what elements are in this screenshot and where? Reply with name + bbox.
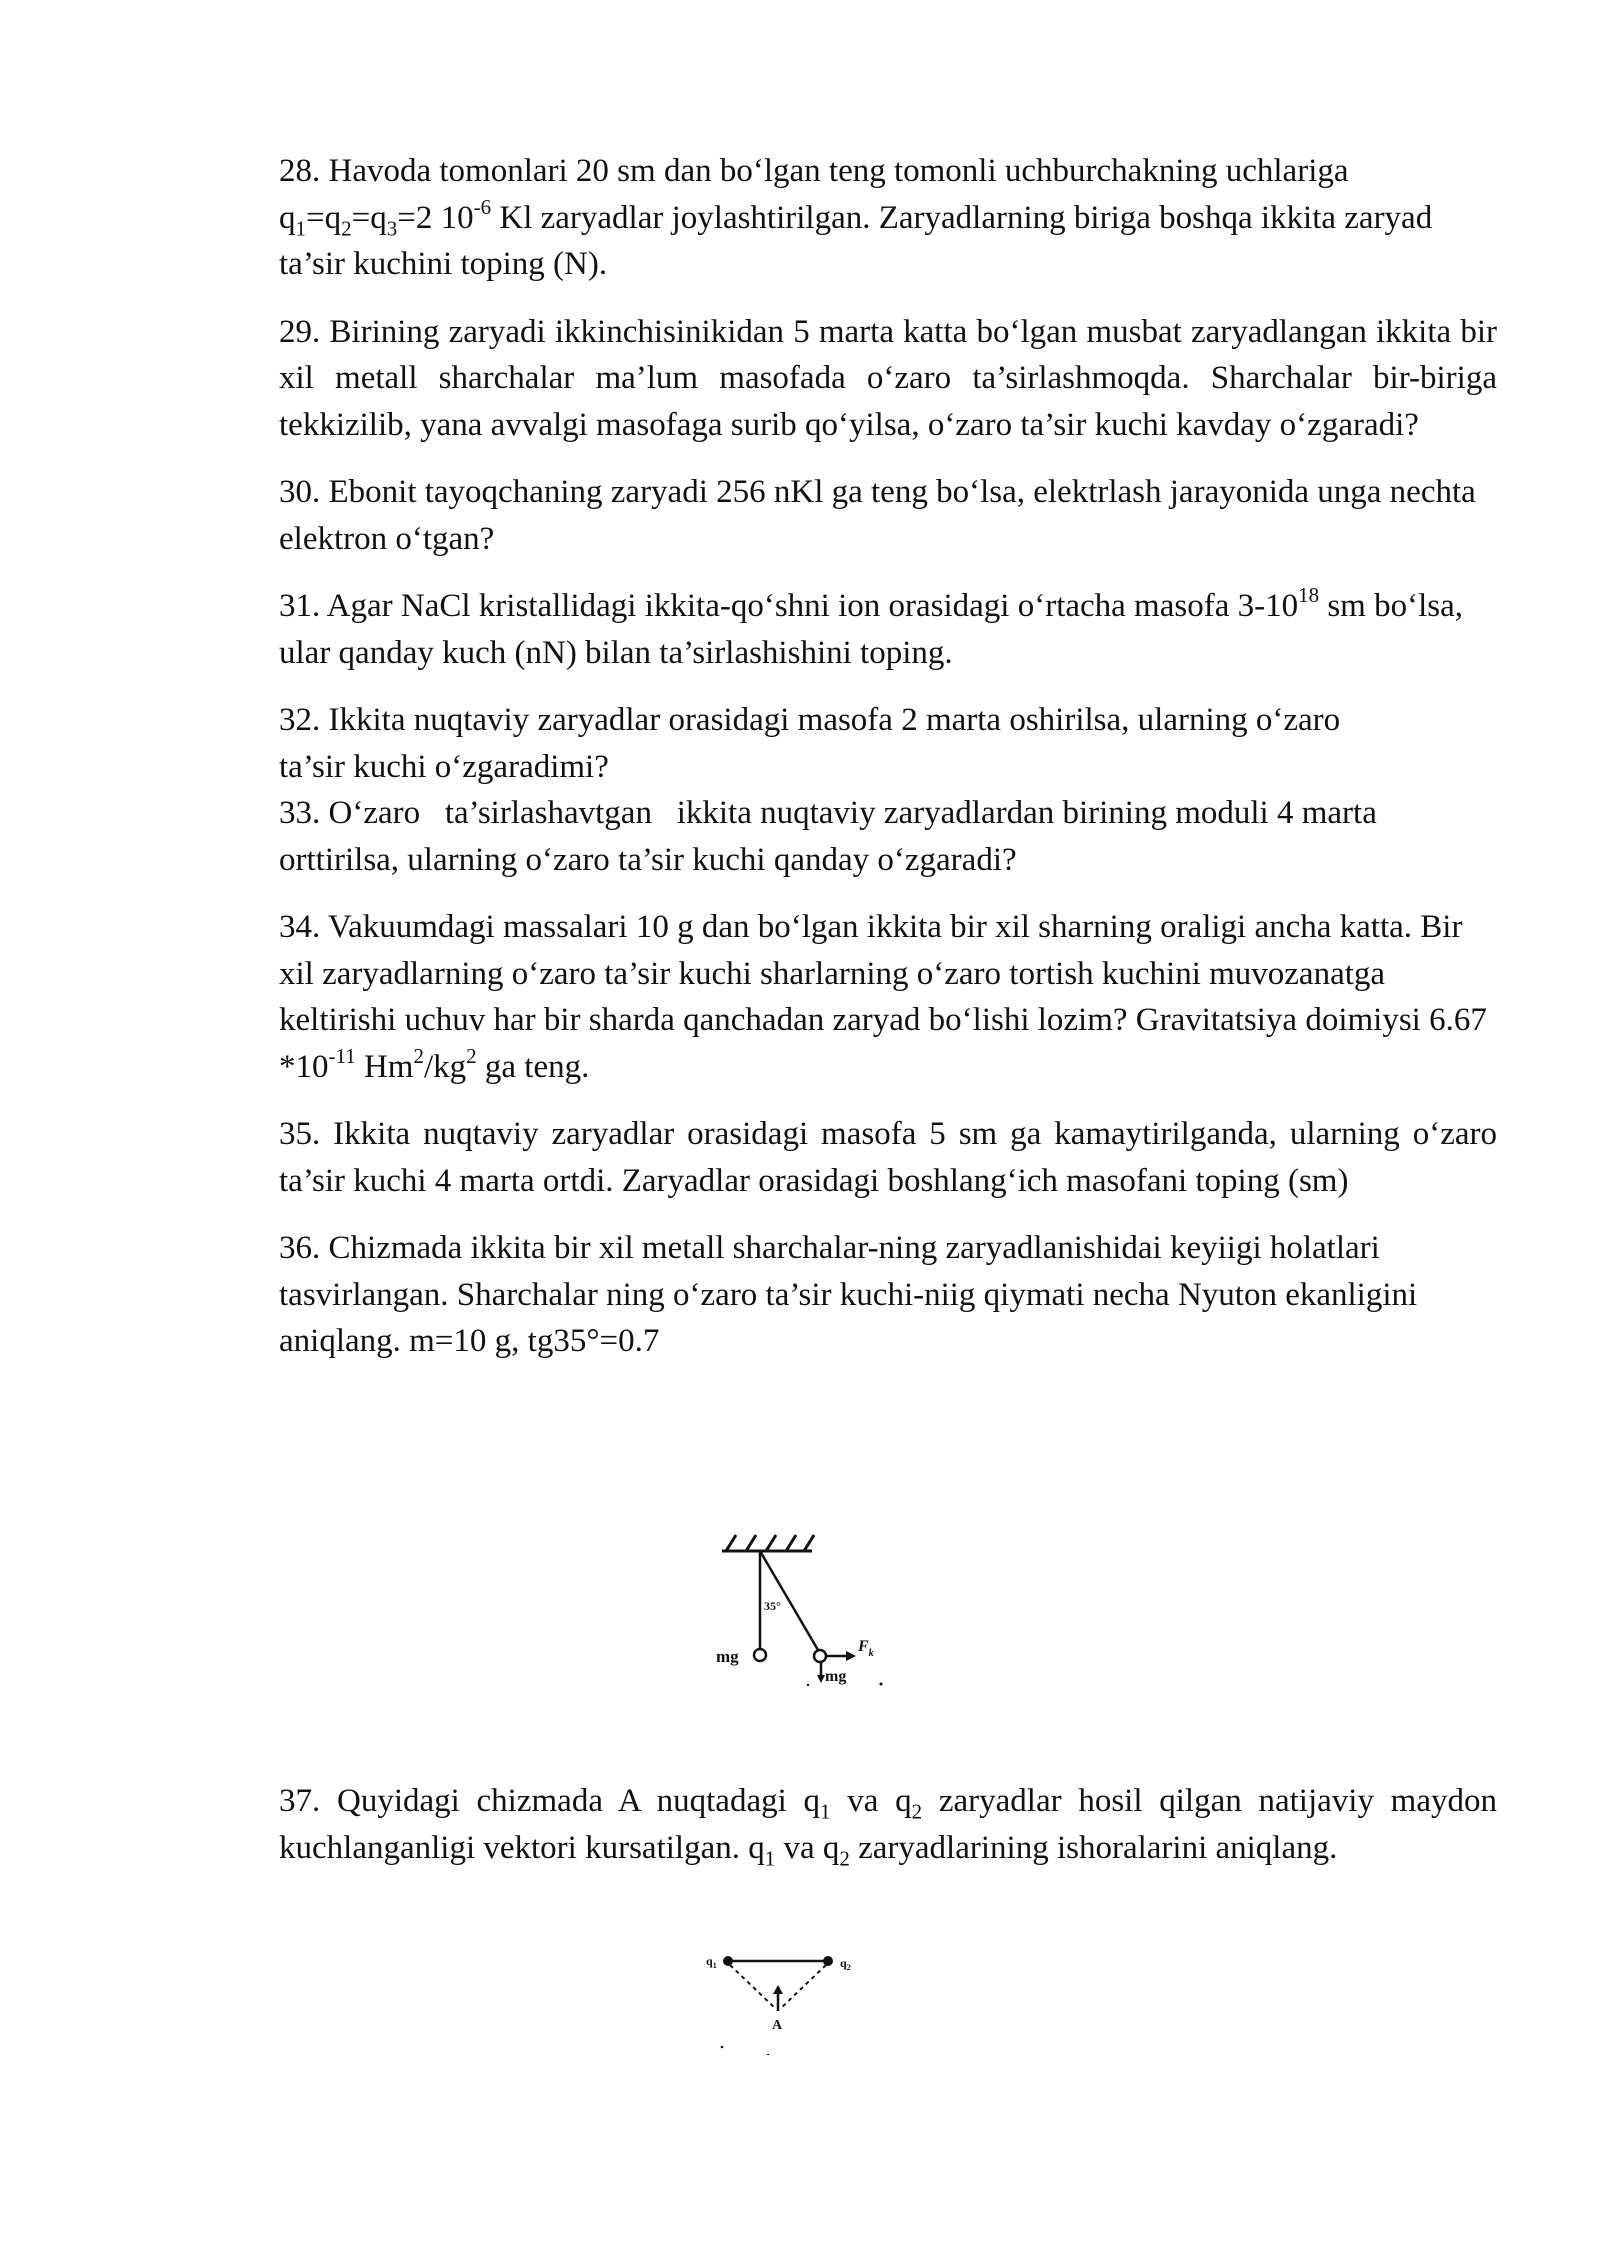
- superscript: 2: [466, 1043, 477, 1068]
- problem-37-text-e: zaryadlarining ishoralarini aniqlang.: [849, 1829, 1338, 1866]
- problem-28-text-a: 28. Havoda tomonlari 20 sm dan bo‘lgan teng tomonli uchburchakning uchlariga q: [279, 153, 1349, 236]
- subscript: 2: [341, 216, 352, 241]
- right-sphere: [814, 1650, 826, 1662]
- problem-34: [279, 904, 1497, 1090]
- superscript: 2: [413, 1043, 424, 1068]
- q1-charge: [723, 1956, 733, 1966]
- q1-label: [706, 1954, 717, 1970]
- charges-diagram: [700, 1945, 870, 2055]
- problem-35: 35. Ikkita nuqtaviy zaryadlar orasidagi masofa 5 sm ga kamaytirilganda, ularning o‘zaro ta’sir kuchi 4 marta ortdi. Zaryadlar orasidagi boshlang‘ich masofani toping (sm): [279, 1116, 1497, 1199]
- subscript: 3: [386, 216, 398, 241]
- gravity-arrowhead: [817, 1675, 825, 1683]
- ceiling-hatching: [726, 1535, 814, 1551]
- speck: [721, 2046, 724, 2049]
- q1-a-dashed-line: [730, 1965, 776, 2009]
- problem-34-text-b: Hm: [355, 1048, 414, 1085]
- subscript: 2: [839, 1846, 850, 1871]
- force-arrowhead: [846, 1651, 856, 1661]
- q2-charge: [823, 1956, 833, 1966]
- q1-letter: q: [706, 1954, 713, 1968]
- force-letter: F: [858, 1638, 869, 1655]
- problem-28-text-c: =q: [351, 199, 387, 236]
- force-subscript: k: [868, 1648, 874, 1659]
- problem-37-text-c: zaryadlar hosil qilgan natijaviy maydon kuchlanganligi vektori kursatilgan. q: [279, 1783, 1497, 1866]
- problem-37-text-d: va q: [775, 1829, 840, 1866]
- problem-31: [279, 583, 1497, 676]
- superscript: -6: [473, 194, 492, 219]
- problem-37: [279, 1778, 1497, 1871]
- q2-label: [840, 1956, 851, 1972]
- problem-37-text-a: 37. Quyidagi chizmada A nuqtadagi q: [279, 1783, 820, 1819]
- problem-31-text-b: sm bo‘lsa, ular qanday kuch (nN) bilan ta’sirlashishini toping.: [279, 588, 1464, 671]
- force-label: [857, 1638, 874, 1659]
- problem-28-text-b: =q: [306, 199, 342, 236]
- problem-34-text-c: /kg: [423, 1048, 467, 1085]
- field-arrowhead: [773, 1985, 783, 1994]
- subscript: 2: [911, 1799, 923, 1824]
- subscript: 1: [295, 216, 306, 241]
- problem-31-text-a: 31. Agar NaCl kristallidagi ikkita-qo‘shni ion orasidagi o‘rtacha masofa 3-10: [279, 588, 1299, 624]
- problem-28-text-d: =2 10: [397, 199, 474, 236]
- problem-list: [279, 148, 1497, 1386]
- pendulum-figure: [700, 1525, 900, 1705]
- subscript: 1: [764, 1846, 776, 1871]
- problem-28: [279, 148, 1497, 288]
- speck: [767, 2054, 769, 2055]
- superscript: 18: [1298, 583, 1320, 607]
- problem-37-text-b: va q: [830, 1783, 912, 1819]
- angle-label: 35°: [764, 1599, 781, 1613]
- mg-right-label: mg: [825, 1668, 847, 1685]
- point-a-label: A: [772, 2018, 783, 2033]
- speck: [880, 1683, 883, 1686]
- left-sphere: [754, 1649, 766, 1661]
- problem-30: 30. Ebonit tayoqchaning zaryadi 256 nKl ga teng bo‘lsa, elektrlash jarayonida unga nechta elektron o‘tgan?: [279, 474, 1476, 557]
- problem-34-text-d: ga teng.: [476, 1048, 590, 1085]
- subscript: 1: [820, 1799, 831, 1824]
- problem-list-bottom: [279, 1778, 1497, 1892]
- pendulum-diagram: [700, 1525, 900, 1705]
- superscript: -11: [328, 1043, 356, 1068]
- problem-36: 36. Chizmada ikkita bir xil metall sharchalar-ning zaryadlanishidai keyiigi holatlari tasvirlangan. Sharchalar ning o‘zaro ta’sir kuchi-niig qiymati necha Nyuton ekanligini aniqlang. m=10 g, tg35°=0.7: [279, 1230, 1418, 1359]
- q2-letter: q: [840, 1956, 847, 1970]
- problem-32: 32. Ikkita nuqtaviy zaryadlar orasidagi masofa 2 marta oshirilsa, ularning o‘zaro ta’sir kuchi o‘zgaradimi?: [279, 702, 1341, 785]
- q2-subscript: 2: [846, 1963, 851, 1972]
- problem-34-text-a: 34. Vakuumdagi massalari 10 g dan bo‘lgan ikkita bir xil sharning oraligi ancha katta. Bir xil zaryadlarning o‘zaro ta’sir kuchi sharlarning o‘zaro tortish kuchini muvozanatga keltirishi uchuv har bir sharda qanchadan zaryad bo‘lishi lozim? Gravitatsiya doimiysi 6.67 *10: [279, 909, 1487, 1085]
- problem-33: 33. O‘zaro ta’sirlashavtgan ikkita nuqtaviy zaryadlardan birining moduli 4 marta orttirilsa, ularning o‘zaro ta’sir kuchi qanday o‘zgaradi?: [279, 795, 1386, 878]
- speck: [807, 1684, 809, 1686]
- q1-subscript: 1: [712, 1961, 717, 1970]
- problem-28-text-e: Kl zaryadlar joylashtirilgan. Zaryadlarning biriga boshqa ikkita zaryad ta’sir kuchini toping (N).: [279, 199, 1433, 282]
- problem-29: 29. Birining zaryadi ikkinchisinikidan 5 marta katta bo‘lgan musbat zaryadlangan ikkita bir xil metall sharchalar ma’lum masofada o‘zaro ta’sirlashmoqda. Sharchalar bir-biriga tekkizilib, yana avvalgi masofaga surib qo‘yilsa, o‘zaro ta’sir kuchi kavday o‘zgaradi?: [279, 313, 1497, 443]
- q2-a-dashed-line: [780, 1965, 826, 2009]
- mg-left-label: mg: [716, 1647, 739, 1666]
- charges-figure: [700, 1945, 870, 2055]
